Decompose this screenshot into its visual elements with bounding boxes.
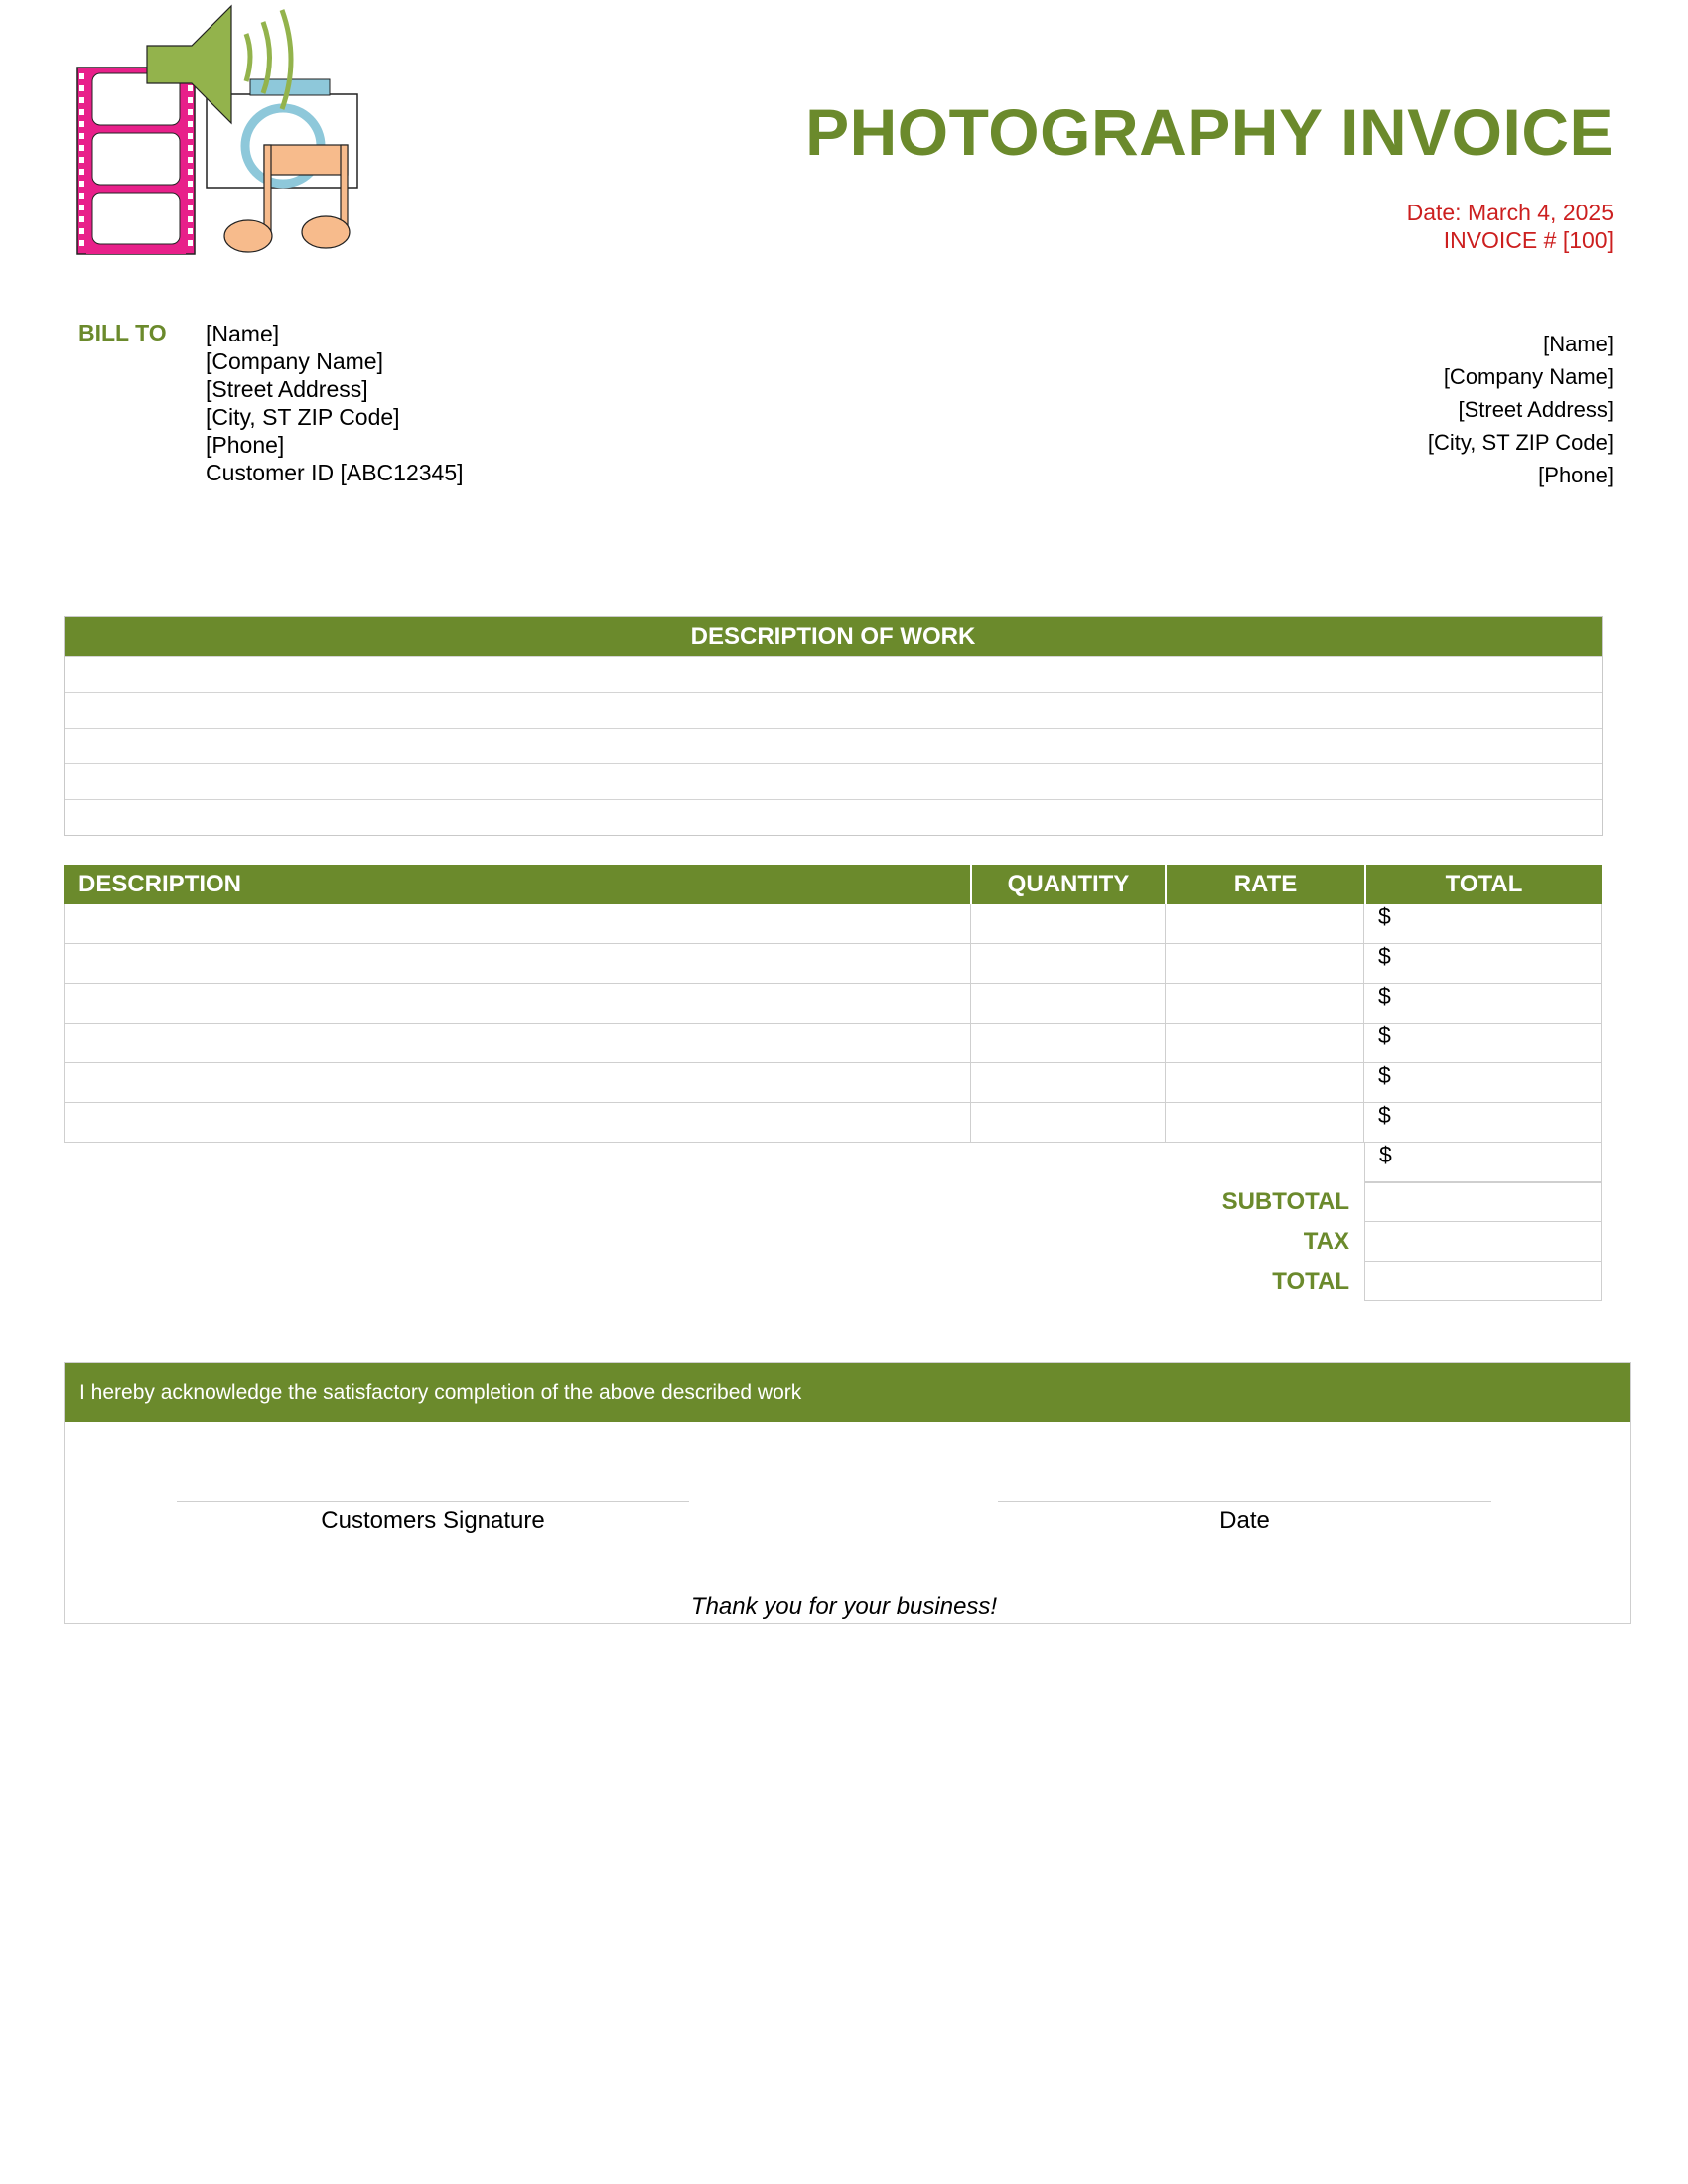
work-row[interactable]: [65, 692, 1602, 728]
work-row[interactable]: [65, 728, 1602, 763]
cell-rate[interactable]: [1165, 904, 1364, 944]
sender-address: [1428, 328, 1614, 491]
cell-quantity[interactable]: [970, 944, 1165, 984]
date-line[interactable]: [998, 1501, 1491, 1502]
cell-description[interactable]: [64, 1103, 970, 1143]
film-strip-icon: [77, 68, 195, 254]
cell-total[interactable]: $: [1364, 1063, 1602, 1103]
bill-to-label: BILL TO: [78, 320, 167, 345]
invoice-date: Date: March 4, 2025: [1406, 200, 1614, 225]
total-row: [1033, 1262, 1602, 1301]
cell-rate[interactable]: [1165, 1024, 1364, 1063]
tax-row: [1033, 1222, 1602, 1262]
table-row: [64, 1103, 1602, 1143]
acknowledgement-text: I hereby acknowledge the satisfactory completion of the above described work: [65, 1363, 1630, 1422]
invoice-title: PHOTOGRAPHY INVOICE: [805, 95, 1614, 169]
col-quantity: QUANTITY: [970, 865, 1165, 904]
cell-total[interactable]: $: [1364, 984, 1602, 1024]
description-of-work-table: [64, 616, 1603, 836]
bill-to-street: [Street Address]: [206, 376, 368, 402]
work-table-header: DESCRIPTION OF WORK: [65, 617, 1602, 656]
subtotal-value[interactable]: [1364, 1182, 1602, 1222]
bill-to-customer-id: Customer ID [ABC12345]: [206, 460, 464, 485]
thank-you-note: Thank you for your business!: [690, 1593, 998, 1620]
table-row: [64, 1024, 1602, 1063]
sender-name: [Name]: [1543, 332, 1614, 356]
acknowledgement-box: [64, 1362, 1631, 1624]
col-total: TOTAL: [1364, 865, 1602, 904]
table-row: [64, 1063, 1602, 1103]
total-value[interactable]: [1364, 1262, 1602, 1301]
invoice-number: INVOICE # [100]: [1443, 227, 1614, 253]
table-row: [64, 984, 1602, 1024]
bill-to-phone: [Phone]: [206, 432, 285, 458]
total-label: TOTAL: [1272, 1268, 1349, 1295]
tax-label: TAX: [1303, 1228, 1349, 1255]
cell-rate[interactable]: [1165, 1063, 1364, 1103]
tax-value[interactable]: [1364, 1222, 1602, 1262]
cell-description[interactable]: [64, 1063, 970, 1103]
cell-quantity[interactable]: [970, 1063, 1165, 1103]
table-row: [64, 944, 1602, 984]
col-rate: RATE: [1165, 865, 1364, 904]
photography-media-logo: [70, 0, 367, 263]
cell-quantity[interactable]: [970, 1103, 1165, 1143]
col-description: DESCRIPTION: [78, 871, 242, 897]
cell-rate[interactable]: [1165, 1103, 1364, 1143]
cell-description[interactable]: [64, 944, 970, 984]
table-row: [64, 1143, 1602, 1182]
bill-to-city: [City, ST ZIP Code]: [206, 404, 400, 430]
sender-company: [Company Name]: [1443, 364, 1614, 389]
table-row: [64, 904, 1602, 944]
sender-street: [Street Address]: [1458, 397, 1614, 422]
cell-description[interactable]: [64, 984, 970, 1024]
date-label: Date: [1219, 1507, 1270, 1534]
cell-quantity[interactable]: [970, 1024, 1165, 1063]
cell-quantity[interactable]: [970, 904, 1165, 944]
signature-line[interactable]: [177, 1501, 689, 1502]
work-row[interactable]: [65, 656, 1602, 692]
cell-total[interactable]: $: [1364, 904, 1602, 944]
work-row[interactable]: [65, 799, 1602, 835]
bill-to-name: [Name]: [206, 321, 280, 346]
cell-quantity[interactable]: [970, 984, 1165, 1024]
cell-total[interactable]: $: [1364, 1024, 1602, 1063]
cell-total[interactable]: $: [1364, 1143, 1602, 1182]
bill-to-company: [Company Name]: [206, 348, 383, 374]
line-items-table: [64, 865, 1602, 1182]
sender-city: [City, ST ZIP Code]: [1427, 430, 1614, 455]
invoice-meta: [1407, 199, 1614, 254]
sender-phone: [Phone]: [1538, 463, 1614, 487]
bill-to-address: [206, 320, 464, 486]
cell-total[interactable]: $: [1364, 944, 1602, 984]
subtotal-label: SUBTOTAL: [1221, 1188, 1349, 1215]
cell-rate[interactable]: [1165, 944, 1364, 984]
work-row[interactable]: [65, 763, 1602, 799]
totals-block: [1033, 1182, 1602, 1301]
signature-label: Customers Signature: [321, 1507, 545, 1534]
cell-description[interactable]: [64, 1024, 970, 1063]
cell-rate[interactable]: [1165, 984, 1364, 1024]
cell-description[interactable]: [64, 904, 970, 944]
items-header-row: [64, 865, 1602, 904]
subtotal-row: [1033, 1182, 1602, 1222]
cell-total[interactable]: $: [1364, 1103, 1602, 1143]
